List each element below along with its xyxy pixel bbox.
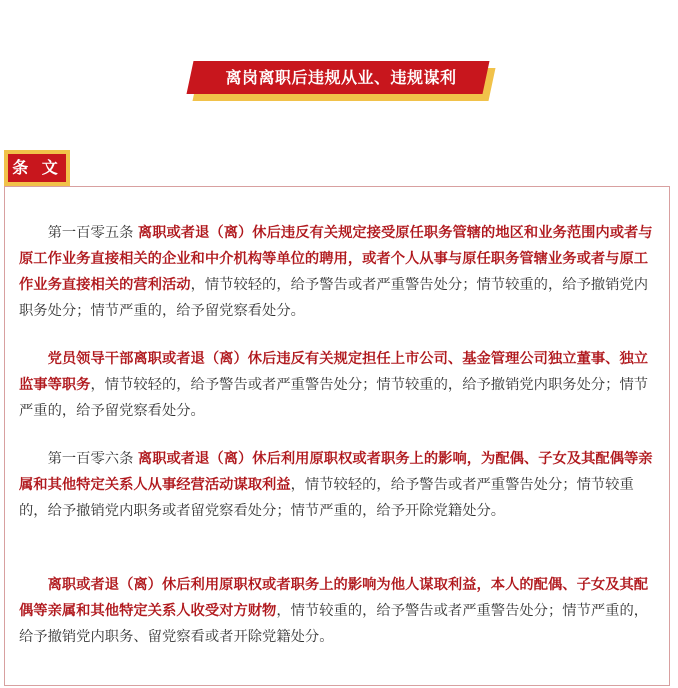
section-banner — [190, 61, 496, 101]
emphasis-text: 离职或者退（离）休后利用原职权或者职务上的影响为他人谋取利益，本人的配偶、子女及其配偶等亲属和其他特定关系人收受对方财物 — [19, 577, 649, 619]
penalty-text: ，情节较重的，给予警告或者严重警告处分；情节严重的，给予撤销党内职务、留党察看或者开除党籍处分。 — [19, 603, 649, 645]
penalty-text: ，情节较轻的，给予警告或者严重警告处分；情节较重的，给予撤销党内职务处分；情节严重的，给予留党察看处分。 — [19, 377, 649, 419]
emphasis-text: 离职或者退（离）休后违反有关规定接受原任职务管辖的地区和业务范围内或者与原工作业务直接相关的企业和中介机构等单位的聘用，或者个人从事与原任职务管辖业务或者与原工作业务直接相关的营利活动 — [19, 225, 653, 293]
paragraph-article-105 — [19, 220, 659, 324]
penalty-text: ，情节较轻的，给予警告或者严重警告处分；情节较重的，给予撤销党内职务处分；情节严重的，给予留党察看处分。 — [19, 277, 649, 319]
article-number: 第一百零六条 — [47, 451, 138, 467]
clause-tab — [4, 150, 70, 186]
clause-tab-label: 条 文 — [8, 154, 66, 182]
clause-content-box — [4, 186, 670, 686]
paragraph-article-105-leaders — [19, 346, 659, 424]
article-number: 第一百零五条 — [47, 225, 138, 241]
banner-title: 离岗离职后违规从业、违规谋利 — [225, 68, 457, 87]
penalty-text: ，情节较轻的，给予警告或者严重警告处分；情节较重的，给予撤销党内职务或者留党察看处分；情节严重的，给予开除党籍处分。 — [19, 477, 634, 519]
emphasis-text: 离职或者退（离）休后利用原职权或者职务上的影响，为配偶、子女及其配偶等亲属和其他特定关系人从事经营活动谋取利益 — [19, 451, 653, 493]
emphasis-text: 党员领导干部离职或者退（离）休后违反有关规定担任上市公司、基金管理公司独立董事、独立监事等职务 — [19, 351, 649, 393]
paragraph-article-106 — [19, 446, 659, 524]
paragraph-article-106-benefit — [19, 572, 659, 650]
